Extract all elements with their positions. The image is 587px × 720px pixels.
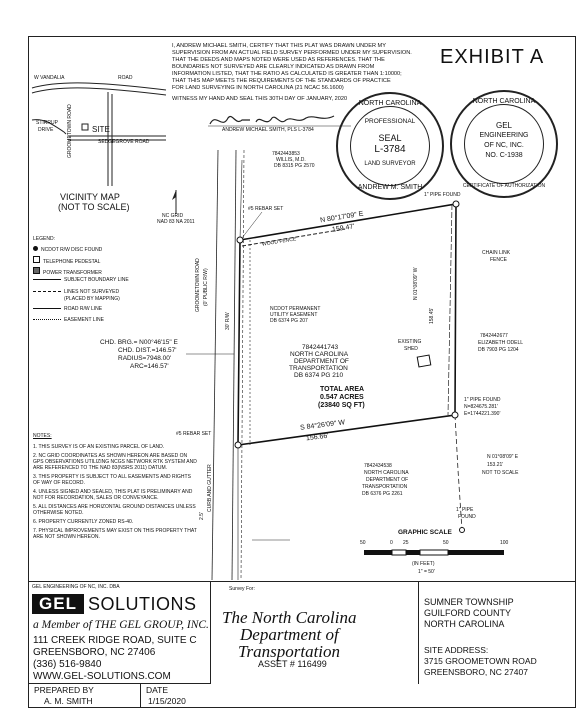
south-distance: 156.66'	[305, 432, 330, 443]
shed-label: SHED	[404, 346, 418, 352]
not-to-scale: NOT TO SCALE	[482, 470, 519, 476]
note-item: 5. ALL DISTANCES ARE HORIZONTAL GROUND DISTANCES UNLESS OTHERWISE NOTED.	[33, 504, 196, 516]
scale-tick: 25	[403, 540, 409, 546]
area-label: 0.547 ACRES	[320, 394, 364, 401]
cert-line: BOUNDARIES NOT SURVEYED ARE CLEARLY INDICATED AS DRAWN FROM	[172, 64, 375, 70]
client-name: The North Carolina	[222, 608, 357, 627]
tie-bearing: N 01°08'09" E	[487, 454, 519, 460]
scale-tick: 50	[360, 540, 366, 546]
legend-item: NCDOT R/W DISC FOUND	[33, 246, 102, 253]
graphic-scale-bar	[362, 548, 522, 558]
asset-number: ASSET # 116499	[258, 659, 327, 669]
north-distance: 159.47'	[331, 223, 356, 234]
curve-data: CHD. DIST.=146.57'	[118, 347, 177, 354]
address-line: 111 CREEK RIDGE ROAD, SUITE C	[33, 635, 197, 646]
title-block-divider	[140, 683, 141, 708]
pipe-found-s: FOUND	[458, 514, 476, 520]
parcel-label: DEPARTMENT OF	[294, 358, 349, 365]
prepared-by-label: PREPARED BY	[34, 685, 94, 695]
client-name: Transportation	[238, 642, 341, 661]
scale-tick: 50	[443, 540, 449, 546]
seal-text: CERTIFICATE OF AUTHORIZATION	[462, 183, 546, 189]
area-label: TOTAL AREA	[320, 386, 365, 393]
east-bearing: N 01°08'09" W	[413, 267, 419, 300]
road-label: DRIVE	[38, 127, 54, 133]
seal-text: ENGINEERING	[479, 132, 529, 139]
legend-item: ROAD R/W LINE	[33, 306, 102, 312]
scale-tick: 0	[390, 540, 393, 546]
website: WWW.GEL-SOLUTIONS.COM	[33, 671, 171, 682]
road-label: W VANDALIA	[34, 75, 65, 81]
legend-item: SUBJECT BOUNDARY LINE	[33, 277, 129, 283]
site-address: 3715 GROOMETOWN ROAD	[424, 656, 537, 666]
phone: (336) 516-9840	[33, 659, 102, 670]
north-label: NAD 83 NA 2011	[157, 219, 195, 225]
scale-unit: 1" = 50'	[418, 569, 435, 575]
notes-title: NOTES:	[33, 433, 52, 439]
signer-name: ANDREW MICHAEL SMITH, PLS L-3784	[222, 127, 314, 133]
firm-dba: GEL ENGINEERING OF NC, INC. DBA	[32, 584, 120, 590]
seal-name: ANDREW M. SMITH	[357, 184, 423, 191]
adjacent-owner-s: DEPARTMENT OF	[366, 477, 409, 483]
seal-text: GEL	[495, 121, 512, 130]
note-item: 3. THIS PROPERTY IS SUBJECT TO ALL EASEMENTS AND RIGHTS OF WAY OF RECORD.	[33, 474, 191, 486]
road-label: STIRRUP	[36, 120, 58, 126]
cert-line: SUPERVISION FROM AN ACTUAL FIELD SURVEY PERFORMED UNDER MY SUPERVISION.	[172, 50, 412, 56]
note-item: 6. PROPERTY CURRENTLY ZONED RS-40.	[33, 519, 134, 525]
note-item: 7. PHYSICAL IMPROVEMENTS MAY EXIST ON THIS PROPERTY THAT ARE NOT SHOWN HEREON.	[33, 528, 197, 540]
seal-text: SEAL	[378, 133, 402, 143]
cert-line: I, ANDREW MICHAEL SMITH, CERTIFY THAT THIS PLAT WAS DRAWN UNDER MY	[172, 43, 386, 49]
width-label: 2.5'	[199, 512, 205, 520]
chain-link-label: FENCE	[490, 257, 507, 263]
adjacent-owner-s: DB 6376 PG 2261	[362, 491, 403, 497]
parcel-label: TRANSPORTATION	[289, 365, 348, 372]
title-block-divider	[210, 581, 211, 684]
cert-line: THAT THIS MAP MEETS THE REQUIREMENTS OF THE STANDARDS OF PRACTICE	[172, 78, 391, 84]
area-label: (23840 SQ FT)	[318, 402, 365, 409]
road-row: (0' PUBLIC R/W)	[203, 268, 209, 306]
site-address: GREENSBORO, NC 27407	[424, 667, 528, 677]
cert-line: FOR LAND SURVEYING IN NORTH CAROLINA (21 NCAC 56.1600)	[172, 85, 344, 91]
site-address-label: SITE ADDRESS:	[424, 645, 489, 655]
pipe-found-se: 1" PIPE FOUND	[464, 397, 501, 403]
date-value: 1/15/2020	[148, 696, 186, 706]
adjacent-owner-e: DB 7903 PG 1204	[478, 347, 519, 353]
gel-logo: GEL	[32, 594, 84, 614]
prepared-by: A. M. SMITH	[44, 696, 93, 706]
township: SUMNER TOWNSHIP	[424, 597, 514, 607]
state: NORTH CAROLINA	[424, 619, 505, 629]
road-label: GROOMETOWN ROAD	[67, 104, 73, 158]
adjacent-owner-s: TRANSPORTATION	[362, 484, 408, 490]
adjacent-owner-n: 7842443853	[272, 151, 300, 157]
adjacent-owner-n: DB 8315 PG 2570	[274, 163, 315, 169]
easement-label: NCDOT PERMANENT	[270, 306, 321, 312]
seal-text: PROFESSIONAL	[364, 118, 416, 125]
pipe-found-s: 1" PIPE	[456, 507, 474, 513]
vicinity-title: VICINITY MAP	[60, 192, 120, 202]
curve-data: RADIUS=7948.00'	[118, 355, 172, 362]
south-bearing: S 84°26'09" W	[299, 419, 346, 432]
title-block-divider	[28, 683, 210, 684]
seal-text: OF NC, INC.	[484, 142, 524, 149]
legend-item-note: (PLACED BY MAPPING)	[64, 296, 120, 302]
seal-text: NO. C-1938	[485, 152, 523, 159]
legend-item: POWER TRANSFORMER	[33, 267, 102, 276]
exhibit-title: EXHIBIT A	[440, 46, 545, 68]
adjacent-owner-n: WILLIS, M.D.	[276, 157, 306, 163]
adjacent-owner-s: 7842434538	[364, 463, 392, 469]
site-label: SITE	[92, 125, 110, 134]
cert-line: THAT THE DEEDS AND MAPS NOTED WERE USED AS REFERENCES. THAT THE	[172, 57, 385, 63]
member-line: a Member of THE GEL GROUP, INC.	[33, 619, 209, 631]
scale-title: GRAPHIC SCALE	[398, 529, 452, 536]
road-name: GROOMETOWN ROAD	[195, 258, 201, 312]
rebar-label: #5 REBAR SET	[176, 431, 212, 437]
north-label: NC GRID	[162, 213, 184, 219]
address-line: GREENSBORO, NC 27406	[33, 647, 156, 658]
legend-item: LINES NOT SURVEYED	[33, 289, 119, 295]
road-label: SEDGEGROVE ROAD	[98, 139, 150, 145]
adjacent-owner-e: 7842442677	[480, 333, 508, 339]
rebar-label: #5 REBAR SET	[248, 206, 284, 212]
title-block-divider	[28, 581, 576, 582]
curve-data: ARC=146.57'	[130, 363, 169, 370]
survey-for-label: Survey For:	[229, 586, 255, 592]
road-label: ROAD	[118, 75, 133, 81]
legend-item: TELEPHONE PEDESTAL	[33, 256, 100, 265]
legend-item: EASEMENT LINE	[33, 317, 104, 323]
pipe-found-ne: 1" PIPE FOUND	[424, 192, 461, 198]
seal-top-text: NORTH CAROLINA	[472, 98, 536, 105]
wood-fence-label: WOOD FENCE	[261, 236, 297, 248]
curb-label: CURB AND GUTTER	[207, 464, 213, 512]
scale-tick: 100	[500, 540, 509, 546]
date-label: DATE	[146, 685, 169, 695]
adjacent-owner-e: ELIZABETH ODELL	[478, 340, 524, 346]
tie-distance: 153.21'	[487, 462, 504, 468]
adjacent-owner-s: NORTH CAROLINA	[364, 470, 409, 476]
county: GUILFORD COUNTY	[424, 608, 512, 618]
north-bearing: N 80°17'09" E	[319, 210, 364, 225]
legend-title: LEGEND:	[33, 236, 55, 242]
client-name: Department of	[240, 625, 339, 644]
note-item: 1. THIS SURVEY IS OF AN EXISTING PARCEL OF LAND.	[33, 444, 165, 450]
witness-line: WITNESS MY HAND AND SEAL THIS 30TH DAY OF JANUARY, 2020	[172, 96, 348, 102]
pipe-coord: N=824675.281'	[464, 404, 498, 410]
scale-unit: (IN FEET)	[412, 561, 435, 567]
parcel-label: NORTH CAROLINA	[290, 351, 349, 358]
chain-link-label: CHAIN LINK	[482, 250, 511, 256]
row-width: 30' R/W	[225, 312, 231, 330]
pipe-coord: E=1744221.390'	[464, 411, 501, 417]
shed-label: EXISTING	[398, 339, 422, 345]
seal-top-text: NORTH CAROLINA	[358, 100, 422, 107]
cert-line: INFORMATION LISTED, THAT THE RATIO AS CALCULATED IS GREATER THAN 1:10000;	[172, 71, 402, 77]
easement-label: UTILITY EASEMENT	[270, 312, 318, 318]
solutions-wordmark: SOLUTIONS	[88, 594, 197, 614]
vicinity-subtitle: (NOT TO SCALE)	[58, 202, 130, 212]
note-item: 4. UNLESS SIGNED AND SEALED, THIS PLAT IS PRELIMINARY AND NOT FOR RECORDATION, SALES OR CONVEYANCE.	[33, 489, 193, 501]
parcel-label: 7842441743	[302, 344, 339, 351]
note-item: 2. NC GRID COORDINATES AS SHOWN HEREON ARE BASED ON GPS OBSERVATIONS UTILIZING NCGS NETWORK RTK SYSTEM AND ARE REFERENCED TO THE NAD 83(NSRS 2011) DATUM.	[33, 453, 197, 471]
east-distance: 158.45'	[429, 307, 435, 324]
seal-text: LAND SURVEYOR	[364, 161, 416, 167]
title-block-divider	[418, 581, 419, 684]
easement-label: DB 6374 PG 207	[270, 318, 308, 324]
parcel-label: DB 6374 PG 210	[294, 372, 344, 379]
curve-data: CHD. BRG.= N00°46'15" E	[100, 339, 178, 346]
seal-number: L-3784	[374, 144, 406, 155]
